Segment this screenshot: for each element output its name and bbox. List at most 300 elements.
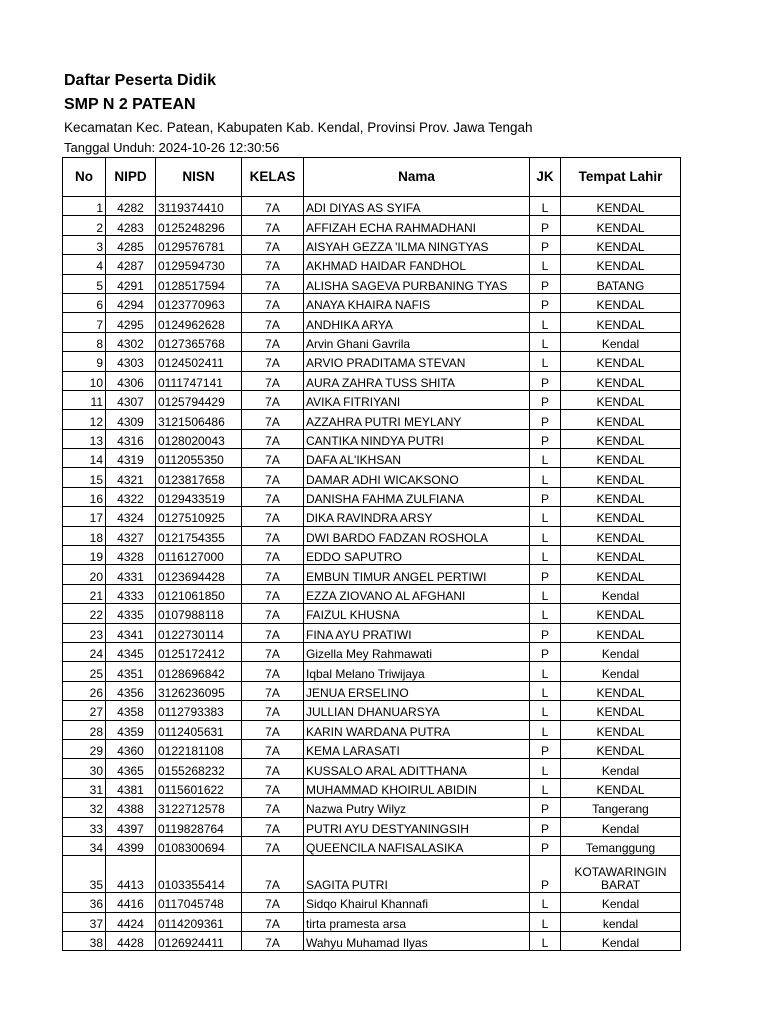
cell-nisn: 0125248296: [156, 216, 242, 235]
cell-nama: EZZA ZIOVANO AL AFGHANI: [304, 584, 530, 603]
cell-no: 26: [63, 681, 106, 700]
cell-jk: L: [530, 604, 561, 623]
cell-nipd: 4328: [106, 546, 156, 565]
cell-tempat-lahir: KENDAL: [561, 468, 681, 487]
cell-nipd: 4424: [106, 912, 156, 931]
column-header-nipd: NIPD: [106, 158, 156, 197]
cell-no: 36: [63, 893, 106, 912]
cell-tempat-lahir: KENDAL: [561, 739, 681, 758]
cell-no: 30: [63, 759, 106, 778]
cell-kelas: 7A: [242, 371, 304, 390]
cell-kelas: 7A: [242, 274, 304, 293]
cell-nama: Iqbal Melano Triwijaya: [304, 662, 530, 681]
cell-tempat-lahir: KENDAL: [561, 313, 681, 332]
cell-tempat-lahir: Tangerang: [561, 798, 681, 817]
cell-nisn: 0124962628: [156, 313, 242, 332]
cell-no: 33: [63, 817, 106, 836]
cell-kelas: 7A: [242, 293, 304, 312]
cell-no: 12: [63, 410, 106, 429]
cell-kelas: 7A: [242, 932, 304, 951]
cell-jk: L: [530, 932, 561, 951]
cell-tempat-lahir: KENDAL: [561, 701, 681, 720]
table-row: [63, 410, 681, 429]
cell-no: 15: [63, 468, 106, 487]
table-row: [63, 681, 681, 700]
cell-jk: P: [530, 798, 561, 817]
column-header-no: No: [63, 158, 106, 197]
cell-kelas: 7A: [242, 216, 304, 235]
cell-kelas: 7A: [242, 798, 304, 817]
cell-no: 9: [63, 352, 106, 371]
cell-nisn: 0112793383: [156, 701, 242, 720]
cell-nisn: 0121061850: [156, 584, 242, 603]
cell-nipd: 4291: [106, 274, 156, 293]
cell-jk: L: [530, 681, 561, 700]
cell-jk: L: [530, 449, 561, 468]
cell-kelas: 7A: [242, 332, 304, 351]
cell-nama: PUTRI AYU DESTYANINGSIH: [304, 817, 530, 836]
table-body: [63, 197, 681, 951]
cell-no: 38: [63, 932, 106, 951]
cell-no: 2: [63, 216, 106, 235]
table-row: [63, 371, 681, 390]
cell-kelas: 7A: [242, 429, 304, 448]
cell-nisn: 0128517594: [156, 274, 242, 293]
cell-tempat-lahir: KENDAL: [561, 371, 681, 390]
cell-jk: P: [530, 817, 561, 836]
table-row: [63, 526, 681, 545]
cell-nama: ARVIO PRADITAMA STEVAN: [304, 352, 530, 371]
cell-kelas: 7A: [242, 526, 304, 545]
cell-nama: QUEENCILA NAFISALASIKA: [304, 836, 530, 855]
table-row: [63, 836, 681, 855]
cell-no: 1: [63, 197, 106, 216]
table-row: [63, 429, 681, 448]
cell-kelas: 7A: [242, 681, 304, 700]
cell-nama: KUSSALO ARAL ADITTHANA: [304, 759, 530, 778]
cell-nisn: 0122730114: [156, 623, 242, 642]
school-name: SMP N 2 PATEAN: [64, 96, 196, 113]
cell-kelas: 7A: [242, 642, 304, 661]
cell-jk: L: [530, 507, 561, 526]
cell-no: 32: [63, 798, 106, 817]
table-row: [63, 932, 681, 951]
table-row: [63, 352, 681, 371]
cell-no: 28: [63, 720, 106, 739]
table-row: [63, 817, 681, 836]
cell-kelas: 7A: [242, 313, 304, 332]
cell-tempat-lahir: KENDAL: [561, 449, 681, 468]
cell-jk: P: [530, 216, 561, 235]
cell-kelas: 7A: [242, 623, 304, 642]
cell-nama: Wahyu Muhamad Ilyas: [304, 932, 530, 951]
table-row: [63, 759, 681, 778]
cell-nipd: 4399: [106, 836, 156, 855]
cell-tempat-lahir: KENDAL: [561, 255, 681, 274]
cell-kelas: 7A: [242, 487, 304, 506]
table-row: [63, 274, 681, 293]
table-row: [63, 623, 681, 642]
cell-tempat-lahir: Kendal: [561, 642, 681, 661]
cell-kelas: 7A: [242, 255, 304, 274]
table-row: [63, 856, 681, 893]
cell-nama: ANAYA KHAIRA NAFIS: [304, 293, 530, 312]
table-row: [63, 546, 681, 565]
cell-tempat-lahir: KENDAL: [561, 565, 681, 584]
cell-tempat-lahir: KOTAWARINGIN BARAT: [561, 856, 681, 893]
cell-nipd: 4282: [106, 197, 156, 216]
cell-tempat-lahir: Kendal: [561, 893, 681, 912]
cell-nama: DIKA RAVINDRA ARSY: [304, 507, 530, 526]
cell-kelas: 7A: [242, 759, 304, 778]
cell-no: 22: [63, 604, 106, 623]
table-row: [63, 912, 681, 931]
cell-no: 24: [63, 642, 106, 661]
cell-kelas: 7A: [242, 778, 304, 797]
cell-nipd: 4365: [106, 759, 156, 778]
cell-no: 3: [63, 235, 106, 254]
cell-kelas: 7A: [242, 604, 304, 623]
cell-jk: L: [530, 584, 561, 603]
cell-nisn: 0116127000: [156, 546, 242, 565]
cell-kelas: 7A: [242, 507, 304, 526]
cell-no: 27: [63, 701, 106, 720]
cell-nama: Sidqo Khairul Khannafi: [304, 893, 530, 912]
cell-nisn: 0114209361: [156, 912, 242, 931]
cell-nisn: 0125794429: [156, 390, 242, 409]
cell-nama: FINA AYU PRATIWI: [304, 623, 530, 642]
cell-kelas: 7A: [242, 546, 304, 565]
cell-nipd: 4359: [106, 720, 156, 739]
cell-no: 29: [63, 739, 106, 758]
cell-nisn: 0112405631: [156, 720, 242, 739]
cell-kelas: 7A: [242, 410, 304, 429]
cell-tempat-lahir: KENDAL: [561, 546, 681, 565]
cell-no: 4: [63, 255, 106, 274]
cell-tempat-lahir: KENDAL: [561, 429, 681, 448]
cell-no: 16: [63, 487, 106, 506]
cell-nisn: 0123694428: [156, 565, 242, 584]
cell-nipd: 4356: [106, 681, 156, 700]
table-row: [63, 778, 681, 797]
cell-kelas: 7A: [242, 836, 304, 855]
download-date: Tanggal Unduh: 2024-10-26 12:30:56: [64, 140, 280, 155]
column-header-tempat-lahir: Tempat Lahir: [561, 158, 681, 197]
cell-nama: MUHAMMAD KHOIRUL ABIDIN: [304, 778, 530, 797]
cell-no: 14: [63, 449, 106, 468]
column-header-nama: Nama: [304, 158, 530, 197]
cell-tempat-lahir: KENDAL: [561, 681, 681, 700]
cell-tempat-lahir: Temanggung: [561, 836, 681, 855]
cell-nipd: 4285: [106, 235, 156, 254]
cell-jk: L: [530, 197, 561, 216]
cell-nama: AURA ZAHRA TUSS SHITA: [304, 371, 530, 390]
cell-nisn: 0115601622: [156, 778, 242, 797]
cell-jk: L: [530, 313, 561, 332]
table-row: [63, 197, 681, 216]
cell-nipd: 4327: [106, 526, 156, 545]
cell-nama: tirta pramesta arsa: [304, 912, 530, 931]
cell-nipd: 4413: [106, 856, 156, 893]
cell-no: 37: [63, 912, 106, 931]
cell-nama: FAIZUL KHUSNA: [304, 604, 530, 623]
column-header-kelas: KELAS: [242, 158, 304, 197]
cell-no: 18: [63, 526, 106, 545]
cell-nama: Gizella Mey Rahmawati: [304, 642, 530, 661]
cell-nipd: 4351: [106, 662, 156, 681]
cell-tempat-lahir: Kendal: [561, 332, 681, 351]
cell-kelas: 7A: [242, 912, 304, 931]
cell-kelas: 7A: [242, 449, 304, 468]
cell-kelas: 7A: [242, 856, 304, 893]
cell-nisn: 0155268232: [156, 759, 242, 778]
cell-kelas: 7A: [242, 468, 304, 487]
cell-nisn: 3122712578: [156, 798, 242, 817]
cell-nisn: 0124502411: [156, 352, 242, 371]
cell-jk: L: [530, 546, 561, 565]
cell-nama: Arvin Ghani Gavrila: [304, 332, 530, 351]
cell-jk: L: [530, 759, 561, 778]
cell-no: 21: [63, 584, 106, 603]
cell-nisn: 3119374410: [156, 197, 242, 216]
cell-nipd: 4341: [106, 623, 156, 642]
cell-jk: L: [530, 332, 561, 351]
cell-kelas: 7A: [242, 739, 304, 758]
cell-jk: P: [530, 565, 561, 584]
cell-nipd: 4283: [106, 216, 156, 235]
cell-nipd: 4324: [106, 507, 156, 526]
table-row: [63, 313, 681, 332]
table-row: [63, 449, 681, 468]
cell-tempat-lahir: Kendal: [561, 759, 681, 778]
cell-nisn: 0103355414: [156, 856, 242, 893]
cell-jk: P: [530, 235, 561, 254]
cell-kelas: 7A: [242, 817, 304, 836]
cell-nisn: 0107988118: [156, 604, 242, 623]
table-row: [63, 468, 681, 487]
cell-nipd: 4335: [106, 604, 156, 623]
cell-nipd: 4309: [106, 410, 156, 429]
table-row: [63, 216, 681, 235]
cell-no: 19: [63, 546, 106, 565]
cell-nipd: 4306: [106, 371, 156, 390]
cell-nisn: 3126236095: [156, 681, 242, 700]
table-header-row: [63, 158, 681, 197]
cell-nipd: 4319: [106, 449, 156, 468]
cell-jk: L: [530, 778, 561, 797]
cell-nipd: 4316: [106, 429, 156, 448]
cell-tempat-lahir: Kendal: [561, 932, 681, 951]
cell-no: 13: [63, 429, 106, 448]
cell-no: 25: [63, 662, 106, 681]
cell-nipd: 4397: [106, 817, 156, 836]
cell-tempat-lahir: KENDAL: [561, 390, 681, 409]
cell-nama: DWI BARDO FADZAN ROSHOLA: [304, 526, 530, 545]
cell-jk: L: [530, 912, 561, 931]
cell-no: 11: [63, 390, 106, 409]
cell-jk: P: [530, 642, 561, 661]
table-row: [63, 293, 681, 312]
cell-nipd: 4287: [106, 255, 156, 274]
table-row: [63, 701, 681, 720]
cell-nama: JULLIAN DHANUARSYA: [304, 701, 530, 720]
cell-kelas: 7A: [242, 701, 304, 720]
cell-nisn: 0127365768: [156, 332, 242, 351]
cell-jk: P: [530, 739, 561, 758]
cell-nisn: 0128020043: [156, 429, 242, 448]
cell-nisn: 0127510925: [156, 507, 242, 526]
cell-nisn: 0122181108: [156, 739, 242, 758]
cell-jk: P: [530, 429, 561, 448]
cell-tempat-lahir: KENDAL: [561, 623, 681, 642]
cell-tempat-lahir: KENDAL: [561, 197, 681, 216]
cell-jk: P: [530, 293, 561, 312]
table-row: [63, 255, 681, 274]
cell-nisn: 0129594730: [156, 255, 242, 274]
cell-nama: DAFA AL'IKHSAN: [304, 449, 530, 468]
cell-nisn: 0128696842: [156, 662, 242, 681]
cell-kelas: 7A: [242, 352, 304, 371]
cell-nisn: 0123770963: [156, 293, 242, 312]
student-table: [62, 157, 681, 951]
cell-tempat-lahir: kendal: [561, 912, 681, 931]
cell-no: 10: [63, 371, 106, 390]
cell-nama: AISYAH GEZZA 'ILMA NINGTYAS: [304, 235, 530, 254]
cell-jk: P: [530, 274, 561, 293]
cell-no: 34: [63, 836, 106, 855]
cell-jk: L: [530, 468, 561, 487]
cell-tempat-lahir: Kendal: [561, 662, 681, 681]
cell-tempat-lahir: KENDAL: [561, 235, 681, 254]
cell-nama: ANDHIKA ARYA: [304, 313, 530, 332]
table-row: [63, 642, 681, 661]
cell-nisn: 0117045748: [156, 893, 242, 912]
cell-jk: P: [530, 623, 561, 642]
cell-nama: DAMAR ADHI WICAKSONO: [304, 468, 530, 487]
cell-jk: L: [530, 662, 561, 681]
cell-tempat-lahir: KENDAL: [561, 526, 681, 545]
cell-nama: ALISHA SAGEVA PURBANING TYAS: [304, 274, 530, 293]
cell-nipd: 4360: [106, 739, 156, 758]
cell-nipd: 4295: [106, 313, 156, 332]
cell-nipd: 4333: [106, 584, 156, 603]
cell-nisn: 0121754355: [156, 526, 242, 545]
cell-no: 8: [63, 332, 106, 351]
cell-nama: ADI DIYAS AS SYIFA: [304, 197, 530, 216]
cell-jk: L: [530, 701, 561, 720]
cell-no: 17: [63, 507, 106, 526]
cell-nisn: 0119828764: [156, 817, 242, 836]
cell-nipd: 4294: [106, 293, 156, 312]
cell-tempat-lahir: KENDAL: [561, 410, 681, 429]
cell-nama: SAGITA PUTRI: [304, 856, 530, 893]
table-row: [63, 507, 681, 526]
cell-nipd: 4416: [106, 893, 156, 912]
cell-jk: L: [530, 255, 561, 274]
cell-nipd: 4345: [106, 642, 156, 661]
table-row: [63, 565, 681, 584]
cell-nipd: 4358: [106, 701, 156, 720]
cell-nama: KEMA LARASATI: [304, 739, 530, 758]
cell-nisn: 3121506486: [156, 410, 242, 429]
cell-nisn: 0123817658: [156, 468, 242, 487]
cell-jk: P: [530, 410, 561, 429]
cell-jk: L: [530, 352, 561, 371]
table-row: [63, 487, 681, 506]
cell-nipd: 4428: [106, 932, 156, 951]
cell-tempat-lahir: KENDAL: [561, 216, 681, 235]
cell-nipd: 4381: [106, 778, 156, 797]
cell-jk: P: [530, 487, 561, 506]
cell-nama: AVIKA FITRIYANI: [304, 390, 530, 409]
cell-tempat-lahir: KENDAL: [561, 720, 681, 739]
cell-no: 35: [63, 856, 106, 893]
cell-tempat-lahir: BATANG: [561, 274, 681, 293]
cell-no: 7: [63, 313, 106, 332]
cell-kelas: 7A: [242, 662, 304, 681]
cell-nama: KARIN WARDANA PUTRA: [304, 720, 530, 739]
table-row: [63, 893, 681, 912]
cell-kelas: 7A: [242, 584, 304, 603]
cell-tempat-lahir: Kendal: [561, 584, 681, 603]
cell-jk: L: [530, 526, 561, 545]
cell-nama: CANTIKA NINDYA PUTRI: [304, 429, 530, 448]
cell-nipd: 4307: [106, 390, 156, 409]
cell-nipd: 4322: [106, 487, 156, 506]
table-row: [63, 798, 681, 817]
cell-nipd: 4303: [106, 352, 156, 371]
cell-nisn: 0125172412: [156, 642, 242, 661]
cell-jk: P: [530, 390, 561, 409]
table-row: [63, 332, 681, 351]
cell-kelas: 7A: [242, 235, 304, 254]
cell-nama: JENUA ERSELINO: [304, 681, 530, 700]
table-row: [63, 739, 681, 758]
cell-jk: L: [530, 893, 561, 912]
document-title: Daftar Peserta Didik: [64, 72, 217, 89]
cell-jk: L: [530, 720, 561, 739]
cell-kelas: 7A: [242, 390, 304, 409]
cell-nama: Nazwa Putry Wilyz: [304, 798, 530, 817]
cell-nipd: 4388: [106, 798, 156, 817]
cell-tempat-lahir: KENDAL: [561, 604, 681, 623]
cell-nama: EMBUN TIMUR ANGEL PERTIWI: [304, 565, 530, 584]
cell-nisn: 0126924411: [156, 932, 242, 951]
table-row: [63, 604, 681, 623]
cell-nipd: 4302: [106, 332, 156, 351]
cell-no: 20: [63, 565, 106, 584]
cell-tempat-lahir: KENDAL: [561, 487, 681, 506]
cell-nisn: 0111747141: [156, 371, 242, 390]
cell-jk: P: [530, 856, 561, 893]
cell-nipd: 4331: [106, 565, 156, 584]
cell-nisn: 0129576781: [156, 235, 242, 254]
cell-nisn: 0112055350: [156, 449, 242, 468]
cell-tempat-lahir: KENDAL: [561, 352, 681, 371]
table-row: [63, 235, 681, 254]
cell-nama: EDDO SAPUTRO: [304, 546, 530, 565]
cell-kelas: 7A: [242, 197, 304, 216]
cell-tempat-lahir: KENDAL: [561, 293, 681, 312]
cell-nama: AKHMAD HAIDAR FANDHOL: [304, 255, 530, 274]
cell-no: 23: [63, 623, 106, 642]
cell-jk: P: [530, 371, 561, 390]
cell-jk: P: [530, 836, 561, 855]
cell-no: 31: [63, 778, 106, 797]
cell-kelas: 7A: [242, 565, 304, 584]
table-row: [63, 720, 681, 739]
cell-tempat-lahir: KENDAL: [561, 778, 681, 797]
